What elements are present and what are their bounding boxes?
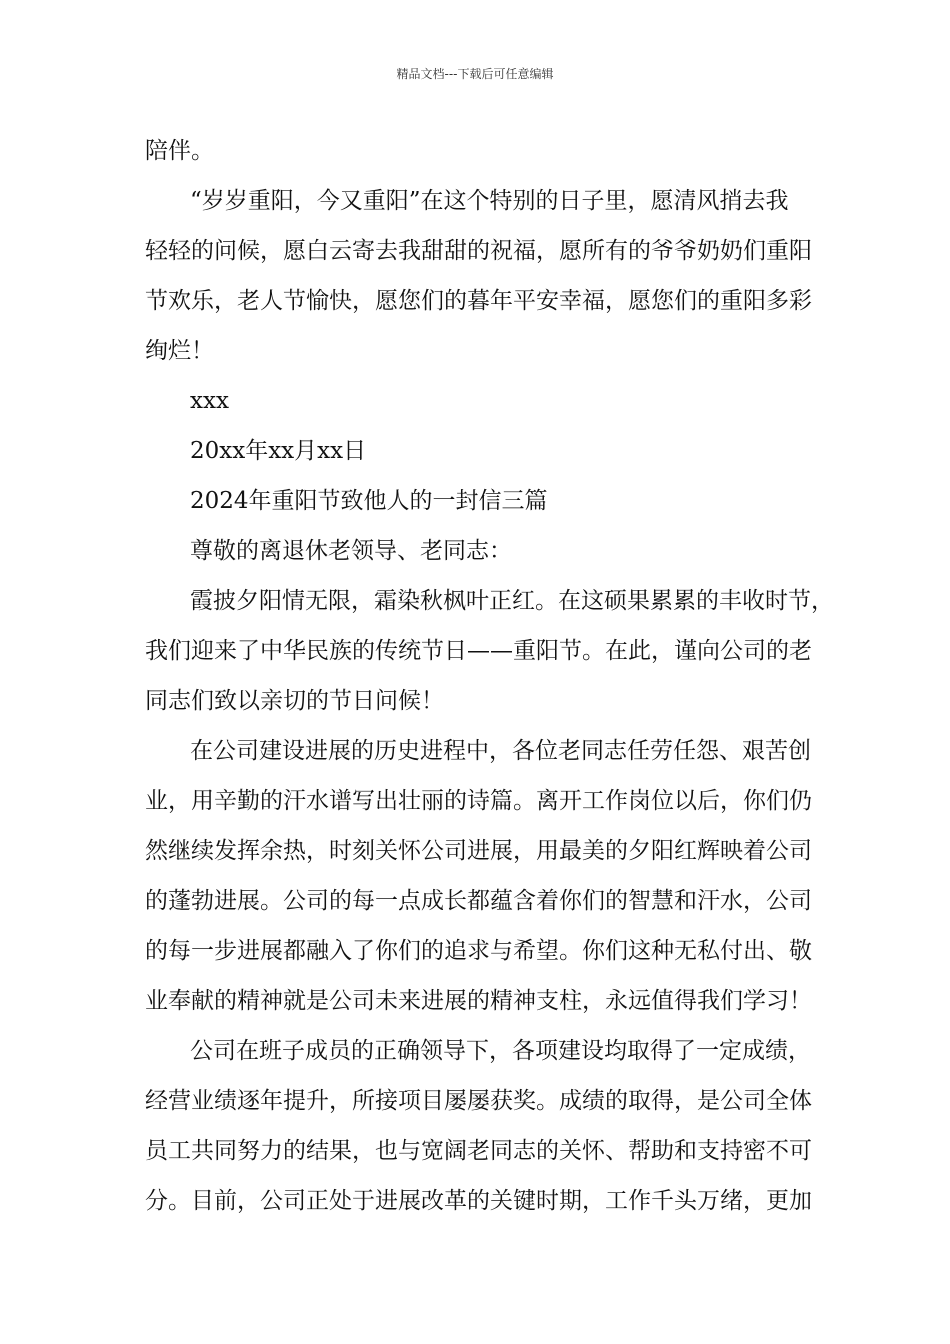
text-line: 轻轻的问候，愿白云寄去我甜甜的祝福，愿所有的爷爷奶奶们重阳 — [145, 238, 812, 264]
text-line: 陪伴。 — [145, 138, 214, 164]
text-line: 的每一步进展都融入了你们的追求与希望。你们这种无私付出、敬 — [145, 938, 812, 964]
text-line: 业奉献的精神就是公司未来进展的精神支柱，永远值得我们学习！ — [145, 988, 812, 1014]
text-line: 我们迎来了中华民族的传统节日——重阳节。在此，谨向公司的老 — [145, 638, 812, 664]
salutation: 尊敬的离退休老领导、老同志： — [190, 538, 512, 564]
text-line: 经营业绩逐年提升，所接项目屡屡获奖。成绩的取得，是公司全体 — [145, 1088, 812, 1114]
paragraph-first-line: “岁岁重阳，今又重阳”在这个特别的日子里，愿清风捎去我 — [190, 188, 789, 214]
text-line: 然继续发挥余热，时刻关怀公司进展，用最美的夕阳红辉映着公司 — [145, 838, 812, 864]
signature: xxx — [190, 388, 229, 414]
text-line: 绚烂！ — [145, 338, 214, 364]
text-line: 员工共同努力的结果，也与宽阔老同志的关怀、帮助和支持密不可 — [145, 1138, 812, 1164]
page-header: 精品文档---下载后可任意编辑 — [396, 67, 554, 81]
text-line: 分。目前，公司正处于进展改革的关键时期，工作千头万绪，更加 — [145, 1188, 812, 1214]
text-line: 节欢乐，老人节愉快，愿您们的暮年平安幸福，愿您们的重阳多彩 — [145, 288, 812, 314]
text-line: 业，用辛勤的汗水谱写出壮丽的诗篇。离开工作岗位以后，你们仍 — [145, 788, 812, 814]
date: 20xx年xx月xx日 — [190, 438, 367, 464]
text-line: 的蓬勃进展。公司的每一点成长都蕴含着你们的智慧和汗水，公司 — [145, 888, 812, 914]
text-line: 同志们致以亲切的节日问候！ — [145, 688, 444, 714]
paragraph-first-line: 公司在班子成员的正确领导下，各项建设均取得了一定成绩， — [190, 1038, 811, 1064]
paragraph-first-line: 霞披夕阳情无限，霜染秋枫叶正红。在这硕果累累的丰收时节， — [190, 588, 834, 614]
letter-title: 2024年重阳节致他人的一封信三篇 — [190, 488, 548, 514]
paragraph-first-line: 在公司建设进展的历史进程中，各位老同志任劳任怨、艰苦创 — [190, 738, 811, 764]
